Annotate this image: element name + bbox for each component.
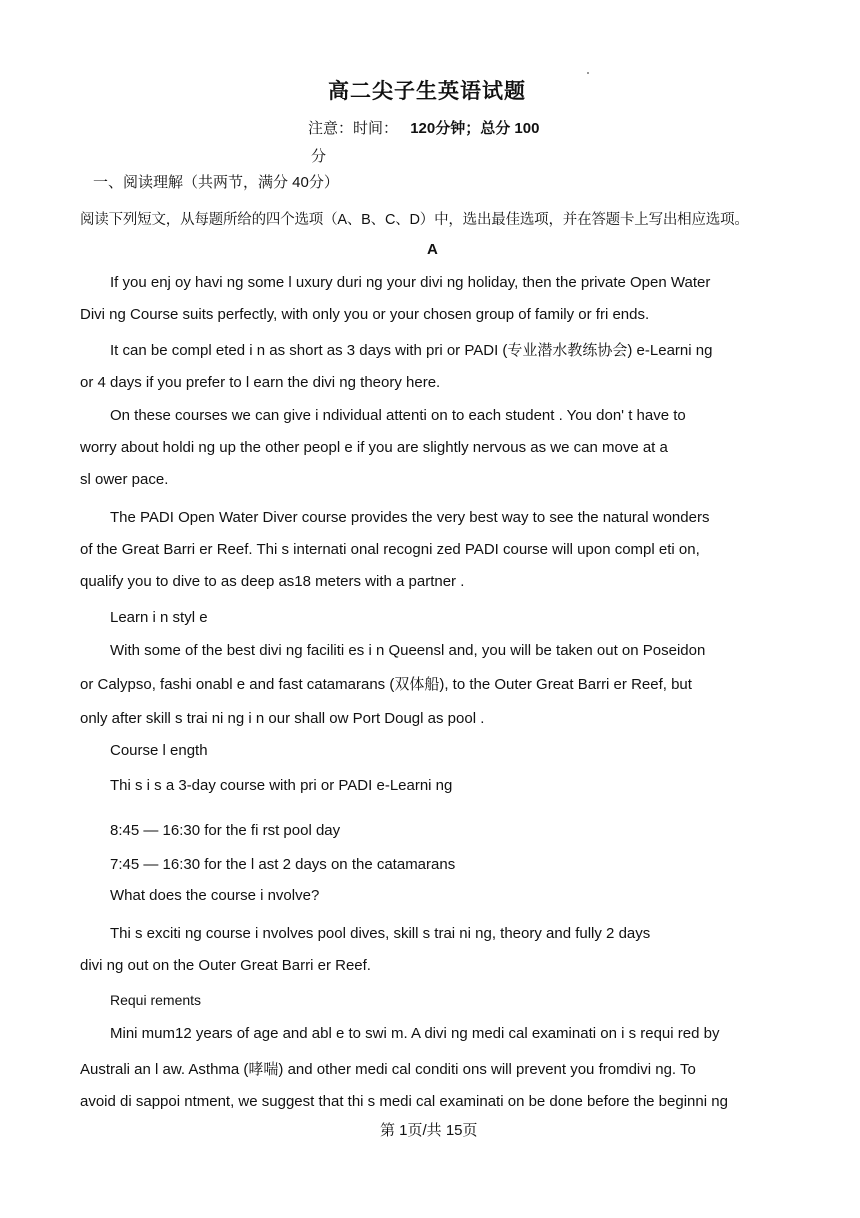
passage-line: It can be compl eted i n as short as 3 days with pri or PADI (专业潜水教练协会) e-Learni ng <box>110 342 713 359</box>
passage-line: On these courses we can give i ndividual attenti on to each student . You don' t have to <box>110 407 686 424</box>
scan-speck <box>587 72 589 74</box>
notice-wrap: 分 <box>311 148 327 165</box>
notice-prefix: 注意：时间： <box>308 120 399 137</box>
passage-line: or Calypso, fashi onabl e and fast catamarans (双体船), to the Outer Great Barri er Reef, but <box>80 676 692 693</box>
passage-line: 7:45 — 16:30 for the l ast 2 days on the catamarans <box>110 856 456 873</box>
passage-letter: A <box>427 241 438 258</box>
passage-line: worry about holdi ng up the other peopl e if you are slightly nervous as we can move at a <box>80 439 668 456</box>
notice-time: 120分钟；总分 100 <box>410 120 540 137</box>
passage-line: The PADI Open Water Diver course provides the very best way to see the natural wonders <box>110 509 710 526</box>
passage-line: Thi s i s a 3-day course with pri or PADI e-Learni ng <box>110 777 453 794</box>
passage-line: sl ower pace. <box>80 471 169 488</box>
passage-line: qualify you to dive to as deep as18 meters with a partner . <box>80 573 465 590</box>
passage-subheading: Learn i n styl e <box>110 609 208 626</box>
passage-line: divi ng out on the Outer Great Barri er Reef. <box>80 957 371 974</box>
section-instruction: 阅读下列短文，从每题所给的四个选项（A、B、C、D）中，选出最佳选项，并在答题卡上写出相应选项。 <box>80 212 749 228</box>
passage-line: With some of the best divi ng faciliti es i n Queensl and, you will be taken out on Poseidon <box>110 642 706 659</box>
passage-subheading: Course l ength <box>110 742 208 759</box>
passage-line: only after skill s trai ni ng i n our shall ow Port Dougl as pool . <box>80 710 485 727</box>
exam-title: 高二尖子生英语试题 <box>328 80 526 103</box>
exam-notice <box>308 120 539 138</box>
passage-line: avoid di sappoi ntment, we suggest that thi s medi cal examinati on be done before the beginni ng <box>80 1093 728 1110</box>
passage-line: 8:45 — 16:30 for the fi rst pool day <box>110 822 341 839</box>
passage-line: of the Great Barri er Reef. Thi s internati onal recogni zed PADI course will upon compl eti on, <box>80 541 700 558</box>
page-number: 第 1页/共 15页 <box>380 1122 478 1139</box>
passage-subheading: What does the course i nvolve? <box>110 887 320 904</box>
passage-line: Mini mum12 years of age and abl e to swi m. A divi ng medi cal examinati on i s requi red by <box>110 1025 720 1042</box>
passage-subheading: Requi rements <box>110 992 202 1008</box>
passage-line: If you enj oy havi ng some l uxury duri ng your divi ng holiday, then the private Open Water <box>110 274 711 291</box>
passage-line: Australi an l aw. Asthma (哮喘) and other medi cal conditi ons will prevent you fromdivi ng. To <box>80 1061 696 1078</box>
passage-line: Thi s exciti ng course i nvolves pool dives, skill s trai ni ng, theory and fully 2 days <box>110 925 651 942</box>
passage-line: or 4 days if you prefer to l earn the divi ng theory here. <box>80 374 441 391</box>
passage-line: Divi ng Course suits perfectly, with only you or your chosen group of family or fri ends. <box>80 306 650 323</box>
section-heading: 一、阅读理解（共两节，满分 40分） <box>93 174 339 191</box>
